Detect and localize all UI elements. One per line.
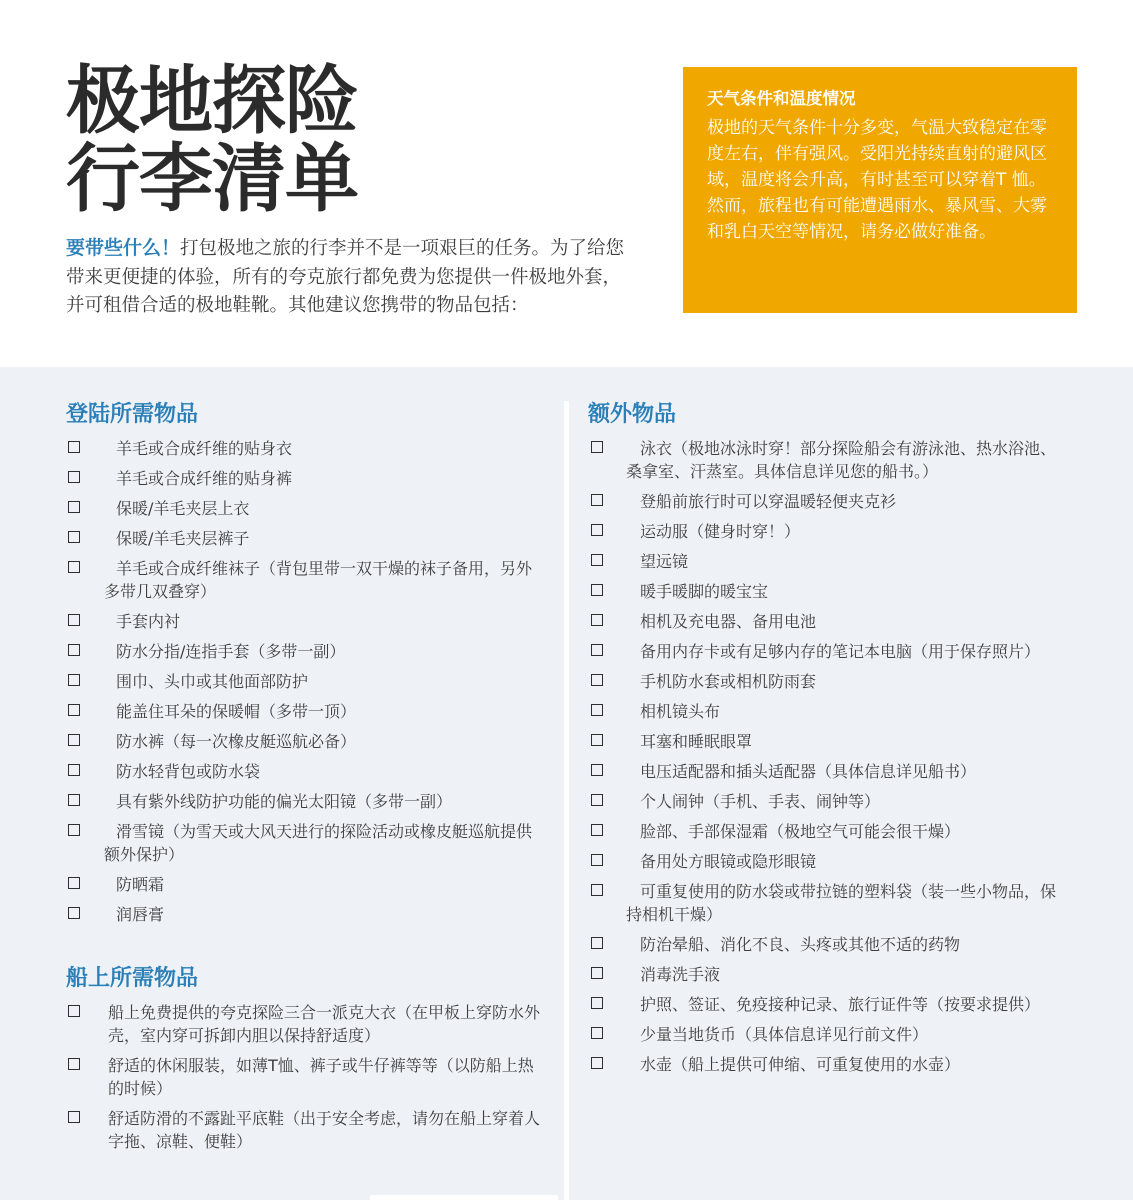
checkbox[interactable] (68, 561, 80, 573)
checklist-item (66, 670, 541, 693)
bottom-divider (370, 1195, 558, 1200)
checklist-item (588, 933, 1068, 956)
checkbox[interactable] (591, 524, 603, 536)
onboard-checklist (66, 1001, 541, 1153)
checklist-item-label: 水壶（船上提供可伸缩、可重复使用的水壶） (640, 1055, 961, 1074)
checklist-item (66, 557, 541, 603)
checklist-item (588, 610, 1068, 633)
checkbox[interactable] (591, 674, 603, 686)
checkbox[interactable] (68, 1111, 80, 1123)
checklist-item-label: 船上免费提供的夸克探险三合一派克大衣（在甲板上穿防水外壳，室内穿可拆卸内胆以保持舒适度） (108, 1003, 541, 1045)
checklist-item (588, 670, 1068, 693)
checklist-item-label: 脸部、手部保湿霜（极地空气可能会很干燥） (640, 822, 961, 841)
checkbox[interactable] (591, 997, 603, 1009)
intro-text: 打包极地之旅的行李并不是一项艰巨的任务。为了给您带来更便捷的体验，所有的夸克旅行都免费为您提供一件极地外套，并可租借合适的极地鞋靴。其他建议您携带的物品包括： (66, 238, 625, 316)
checklist-item (588, 490, 1068, 513)
checklist-item-label: 羊毛或合成纤维的贴身裤 (116, 469, 293, 488)
checklist-item (588, 1023, 1068, 1046)
checklist-item-label: 少量当地货币（具体信息详见行前文件） (640, 1025, 929, 1044)
checklist-item-label: 备用内存卡或有足够内存的笔记本电脑（用于保存照片） (640, 642, 1041, 661)
checkbox[interactable] (591, 704, 603, 716)
checkbox[interactable] (591, 824, 603, 836)
checklist-item (588, 850, 1068, 873)
checklist-item-label: 暖手暖脚的暖宝宝 (640, 582, 769, 601)
checklist-item-label: 运动服（健身时穿！） (640, 522, 801, 541)
checkbox[interactable] (591, 854, 603, 866)
checkbox[interactable] (68, 877, 80, 889)
checkbox[interactable] (591, 794, 603, 806)
checklist-item-label: 手套内衬 (116, 612, 181, 631)
checkbox[interactable] (68, 674, 80, 686)
checklist-item-label: 羊毛或合成纤维袜子（背包里带一双干燥的袜子备用，另外多带几双叠穿） (104, 559, 533, 601)
checklist-item-label: 润唇膏 (116, 905, 165, 924)
checklist-item-label: 个人闹钟（手机、手表、闹钟等） (640, 792, 881, 811)
checklist-item (66, 1054, 541, 1100)
right-column (588, 399, 1068, 1083)
landing-checklist (66, 437, 541, 926)
checklist-item-label: 具有紫外线防护功能的偏光太阳镜（多带一副） (116, 792, 453, 811)
checkbox[interactable] (68, 794, 80, 806)
checklist-item (588, 820, 1068, 843)
checklist-item (588, 700, 1068, 723)
checklist-item-label: 备用处方眼镜或隐形眼镜 (640, 852, 817, 871)
checkbox[interactable] (68, 531, 80, 543)
column-divider (564, 401, 569, 1200)
checkbox[interactable] (591, 1027, 603, 1039)
checklist-item (588, 790, 1068, 813)
checklist-item (588, 640, 1068, 663)
checklist-item (588, 1053, 1068, 1076)
weather-info-box (683, 67, 1077, 313)
checklist-item (588, 993, 1068, 1016)
checklist-item-label: 消毒洗手液 (640, 965, 721, 984)
checklist-item-label: 防晒霜 (116, 875, 165, 894)
checklist-area (0, 367, 1133, 1200)
checkbox[interactable] (591, 644, 603, 656)
checklist-item (588, 730, 1068, 753)
checklist-item (66, 903, 541, 926)
checklist-item (588, 550, 1068, 573)
checklist-item-label: 羊毛或合成纤维的贴身衣 (116, 439, 293, 458)
checkbox[interactable] (591, 614, 603, 626)
checklist-item (66, 640, 541, 663)
checkbox[interactable] (68, 1005, 80, 1017)
checkbox[interactable] (591, 937, 603, 949)
checklist-item (588, 437, 1068, 483)
checklist-item-label: 保暖/羊毛夹层上衣 (116, 499, 250, 518)
checklist-item (66, 730, 541, 753)
checklist-item (588, 963, 1068, 986)
checklist-item-label: 围巾、头巾或其他面部防护 (116, 672, 309, 691)
checklist-item-label: 防水分指/连指手套（多带一副） (116, 642, 346, 661)
checkbox[interactable] (68, 907, 80, 919)
checkbox[interactable] (68, 501, 80, 513)
checklist-item-label: 电压适配器和插头适配器（具体信息详见船书） (640, 762, 977, 781)
checklist-item (588, 520, 1068, 543)
checkbox[interactable] (591, 584, 603, 596)
checklist-item (66, 873, 541, 896)
checklist-item (66, 790, 541, 813)
checklist-item-label: 防治晕船、消化不良、头疼或其他不适的药物 (640, 935, 961, 954)
weather-body: 极地的天气条件十分多变，气温大致稳定在零度左右，伴有强风。受阳光持续直射的避风区域，温度将会升高，有时甚至可以穿着T 恤。然而，旅程也有可能遭遇雨水、暴风雪、大雾和乳白天空等情况，请务必做好准备。 (707, 118, 1047, 242)
checklist-item-label: 防水轻背包或防水袋 (116, 762, 261, 781)
checklist-item (66, 820, 541, 866)
section-title-landing: 登陆所需物品 (66, 402, 199, 427)
extra-checklist (588, 437, 1068, 1076)
checkbox[interactable] (68, 764, 80, 776)
left-column (66, 399, 541, 1160)
checkbox[interactable] (591, 884, 603, 896)
checklist-item-label: 相机镜头布 (640, 702, 721, 721)
intro-lead: 要带些什么！ (66, 237, 181, 259)
checkbox[interactable] (68, 824, 80, 836)
checkbox[interactable] (68, 614, 80, 626)
checkbox[interactable] (68, 471, 80, 483)
checklist-item (588, 880, 1068, 926)
checkbox[interactable] (591, 1057, 603, 1069)
checklist-item (66, 527, 541, 550)
checklist-item (66, 760, 541, 783)
checklist-item-label: 耳塞和睡眠眼罩 (640, 732, 753, 751)
checkbox[interactable] (68, 704, 80, 716)
checklist-item-label: 舒适的休闲服装，如薄T恤、裤子或牛仔裤等等（以防船上热的时候） (108, 1056, 534, 1098)
checkbox[interactable] (591, 441, 603, 453)
checkbox[interactable] (68, 441, 80, 453)
checklist-item (588, 580, 1068, 603)
checkbox[interactable] (591, 967, 603, 979)
checklist-item-label: 登船前旅行时可以穿温暖轻便夹克衫 (640, 492, 897, 511)
checklist-item (66, 467, 541, 490)
checklist-item (66, 437, 541, 460)
checkbox[interactable] (68, 644, 80, 656)
checklist-item (66, 610, 541, 633)
checklist-item (588, 760, 1068, 783)
checkbox[interactable] (68, 734, 80, 746)
checklist-item-label: 滑雪镜（为雪天或大风天进行的探险活动或橡皮艇巡航提供额外保护） (104, 822, 533, 864)
page-title-line-1: 极地探险 (66, 58, 358, 144)
section-title-extra: 额外物品 (588, 402, 677, 427)
checklist-item (66, 497, 541, 520)
checklist-item-label: 护照、签证、免疫接种记录、旅行证件等（按要求提供） (640, 995, 1041, 1014)
page-title-line-2: 行李清单 (66, 136, 358, 222)
checkbox[interactable] (591, 494, 603, 506)
checkbox[interactable] (591, 734, 603, 746)
checklist-item-label: 防水裤（每一次橡皮艇巡航必备） (116, 732, 357, 751)
checklist-item (66, 1001, 541, 1047)
checklist-item-label: 舒适防滑的不露趾平底鞋（出于安全考虑，请勿在船上穿着人字拖、凉鞋、便鞋） (108, 1109, 541, 1151)
checkbox[interactable] (591, 764, 603, 776)
checklist-item (66, 700, 541, 723)
intro-paragraph (66, 234, 638, 321)
checklist-item-label: 望远镜 (640, 552, 689, 571)
checklist-item-label: 相机及充电器、备用电池 (640, 612, 817, 631)
weather-title: 天气条件和温度情况 (707, 89, 856, 108)
checkbox[interactable] (591, 554, 603, 566)
checklist-item-label: 手机防水套或相机防雨套 (640, 672, 817, 691)
section-title-onboard: 船上所需物品 (66, 966, 199, 991)
checkbox[interactable] (68, 1058, 80, 1070)
checklist-item-label: 保暖/羊毛夹层裤子 (116, 529, 250, 548)
checklist-item-label: 泳衣（极地冰泳时穿！部分探险船会有游泳池、热水浴池、桑拿室、汗蒸室。具体信息详见您的船书。） (626, 439, 1057, 481)
checklist-item (66, 1107, 541, 1153)
checklist-item-label: 可重复使用的防水袋或带拉链的塑料袋（装一些小物品，保持相机干燥） (626, 882, 1057, 924)
page-title (66, 58, 358, 222)
checklist-item-label: 能盖住耳朵的保暖帽（多带一顶） (116, 702, 357, 721)
